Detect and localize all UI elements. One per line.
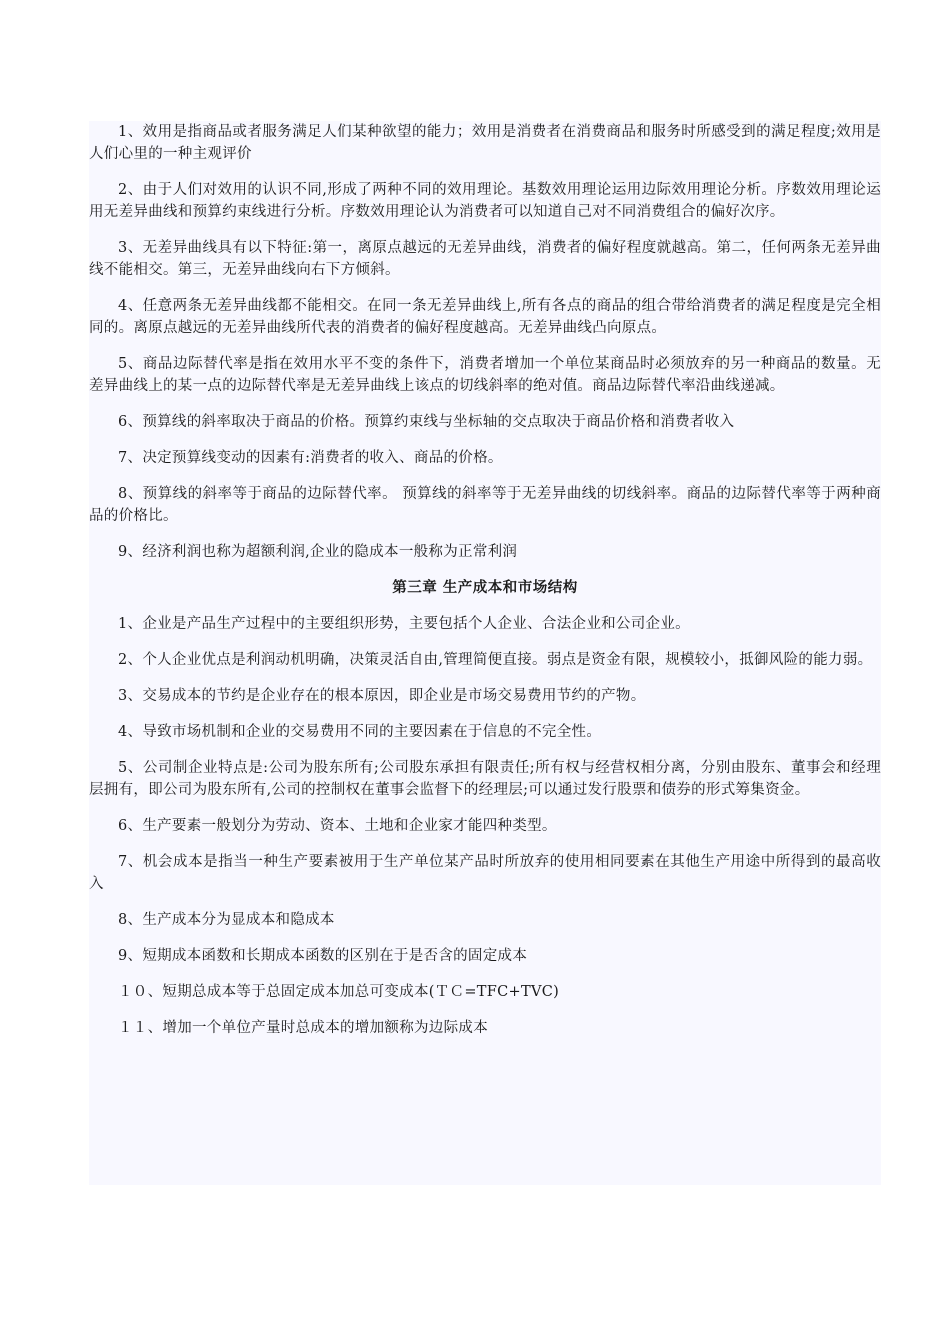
paragraph-ch2-8: 8、预算线的斜率等于商品的边际替代率。 预算线的斜率等于无差异曲线的切线斜率。商品的边际替代率等于两种商品的价格比。	[89, 486, 881, 524]
paragraph-ch2-4: 4、任意两条无差异曲线都不能相交。在同一条无差异曲线上,所有各点的商品的组合带给消费者的满足程度是完全相同的。离原点越远的无差异曲线所代表的消费者的偏好程度越高。无差异曲线凸向原点。	[89, 298, 881, 336]
paragraph-ch2-9: 9、经济利润也称为超额利润,企业的隐成本一般称为正常利润	[118, 544, 518, 560]
paragraph-ch2-1: 1、效用是指商品或者服务满足人们某种欲望的能力；效用是消费者在消费商品和服务时所感受到的满足程度;效用是人们心里的一种主观评价	[89, 124, 881, 162]
chapter-heading: 第三章 生产成本和市场结构	[392, 579, 578, 596]
paragraph-ch3-10: １０、短期总成本等于总固定成本加总可变成本(ＴＣ=TFC+TVC)	[118, 984, 560, 1000]
paragraph-ch3-2: 2、个人企业优点是利润动机明确，决策灵活自由,管理简便直接。弱点是资金有限，规模较小，抵御风险的能力弱。	[118, 652, 873, 668]
document-body	[89, 121, 881, 1185]
paragraph-ch3-5: 5、公司制企业特点是:公司为股东所有;公司股东承担有限责任;所有权与经营权相分离，分别由股东、董事会和经理层拥有，即公司为股东所有,公司的控制权在董事会监督下的经理层;可以通过发行股票和债券的形式筹集资金。	[89, 760, 881, 798]
paragraph-ch3-11: １１、增加一个单位产量时总成本的增加额称为边际成本	[118, 1020, 488, 1036]
paragraph-ch3-9: 9、短期成本函数和长期成本函数的区别在于是否含的固定成本	[118, 948, 528, 964]
paragraph-ch2-7: 7、决定预算线变动的因素有:消费者的收入、商品的价格。	[118, 450, 503, 466]
paragraph-ch2-3: 3、无差异曲线具有以下特征:第一，离原点越远的无差异曲线，消费者的偏好程度就越高。第二，任何两条无差异曲线不能相交。第三，无差异曲线向右下方倾斜。	[89, 240, 881, 278]
paragraph-ch3-4: 4、导致市场机制和企业的交易费用不同的主要因素在于信息的不完全性。	[118, 724, 602, 740]
paragraph-ch2-2: 2、由于人们对效用的认识不同,形成了两种不同的效用理论。基数效用理论运用边际效用理论分析。序数效用理论运用无差异曲线和预算约束线进行分析。序数效用理论认为消费者可以知道自己对不同消费组合的偏好次序。	[89, 182, 881, 220]
paragraph-ch2-6: 6、预算线的斜率取决于商品的价格。预算约束线与坐标轴的交点取决于商品价格和消费者收入	[118, 414, 735, 430]
paragraph-ch2-5: 5、商品边际替代率是指在效用水平不变的条件下，消费者增加一个单位某商品时必须放弃的另一种商品的数量。无差异曲线上的某一点的边际替代率是无差异曲线上该点的切线斜率的绝对值。商品边际替代率沿曲线递减。	[89, 356, 881, 394]
paragraph-ch3-8: 8、生产成本分为显成本和隐成本	[118, 912, 335, 928]
paragraph-ch3-6: 6、生产要素一般划分为劳动、资本、土地和企业家才能四种类型。	[118, 818, 557, 834]
paragraph-ch3-7: 7、机会成本是指当一种生产要素被用于生产单位某产品时所放弃的使用相同要素在其他生产用途中所得到的最高收入	[89, 854, 881, 892]
paragraph-ch3-3: 3、交易成本的节约是企业存在的根本原因，即企业是市场交易费用节约的产物。	[118, 688, 646, 704]
paragraph-ch3-1: 1、企业是产品生产过程中的主要组织形势，主要包括个人企业、合法企业和公司企业。	[118, 616, 690, 632]
